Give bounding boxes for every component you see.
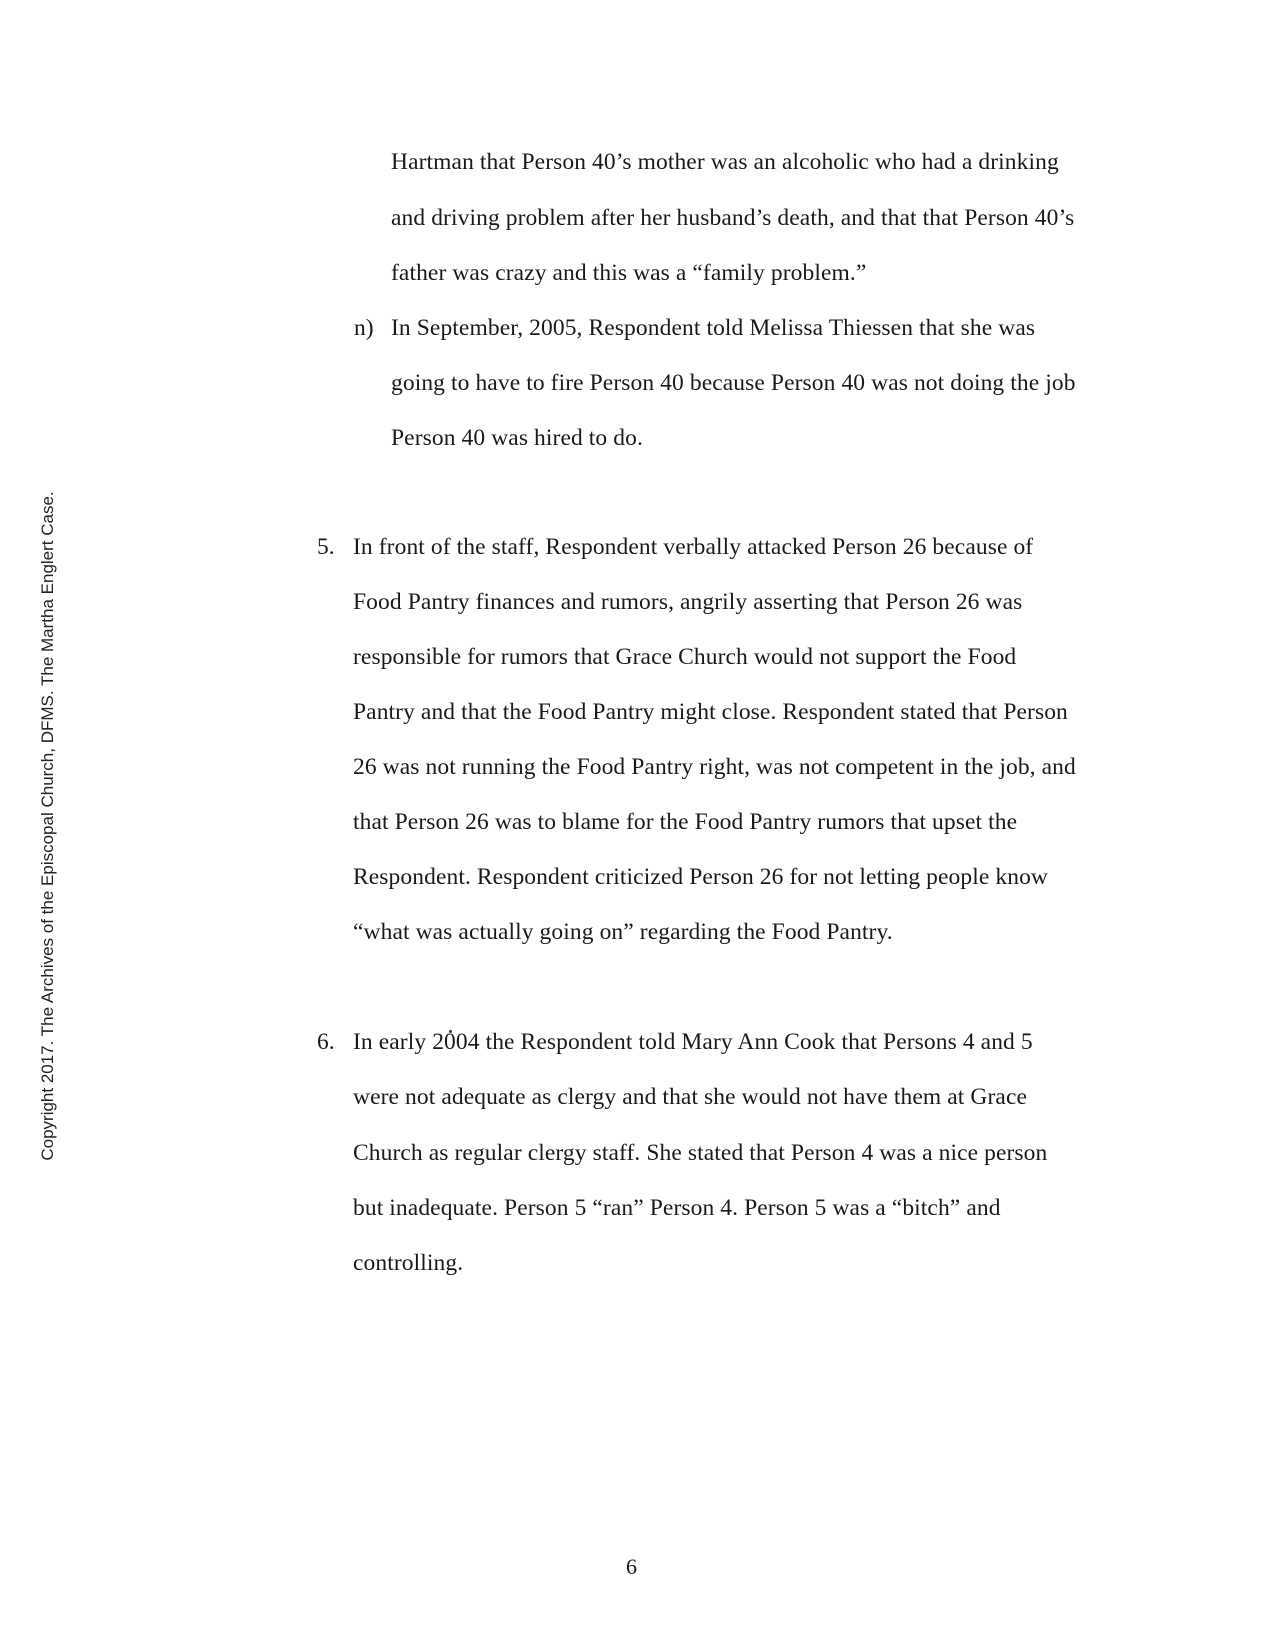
paragraph-5-line: 26 was not running the Food Pantry right, was not competent in the job, and [353,754,1076,780]
paragraph-5-line: responsible for rumors that Grace Church would not support the Food [353,644,1017,670]
paragraph-6-line: were not adequate as clergy and that she would not have them at Grace [353,1084,1027,1110]
paragraph-6-line: In early 2004 the Respondent told Mary Ann Cook that Persons 4 and 5 [353,1029,1033,1055]
item-n-line: going to have to fire Person 40 because Person 40 was not doing the job [391,370,1076,396]
paragraph-6-line: Church as regular clergy staff. She stated that Person 4 was a nice person [353,1140,1048,1166]
page-number: 6 [626,1554,637,1579]
paragraph-5-line: Respondent. Respondent criticized Person 26 for not letting people know [353,864,1048,890]
item-n-marker: n) [354,315,374,341]
paragraph-6-number: 6. [317,1029,335,1055]
continued-item-line: Hartman that Person 40’s mother was an alcoholic who had a drinking [391,149,1059,175]
paragraph-5-line: Food Pantry finances and rumors, angrily asserting that Person 26 was [353,589,1023,615]
continued-item-line: and driving problem after her husband’s death, and that that Person 40’s [391,205,1075,231]
paragraph-5-line: “what was actually going on” regarding the Food Pantry. [353,919,893,945]
paragraph-5-line: that Person 26 was to blame for the Food Pantry rumors that upset the [353,809,1018,835]
paragraph-5-line: In front of the staff, Respondent verbally attacked Person 26 because of [353,534,1034,560]
continued-item-line: father was crazy and this was a “family problem.” [391,260,867,286]
paragraph-5-line: Pantry and that the Food Pantry might close. Respondent stated that Person [353,699,1068,725]
paragraph-6-line: but inadequate. Person 5 “ran” Person 4. Person 5 was a “bitch” and [353,1195,1001,1221]
item-n-line: Person 40 was hired to do. [391,425,643,451]
copyright-notice: Copyright 2017. The Archives of the Episcopal Church, DFMS. The Martha Englert Case. [38,491,57,1161]
item-n-line: In September, 2005, Respondent told Melissa Thiessen that she was [391,315,1036,341]
paragraph-6-line: controlling. [353,1250,464,1276]
paragraph-5-number: 5. [317,534,335,560]
